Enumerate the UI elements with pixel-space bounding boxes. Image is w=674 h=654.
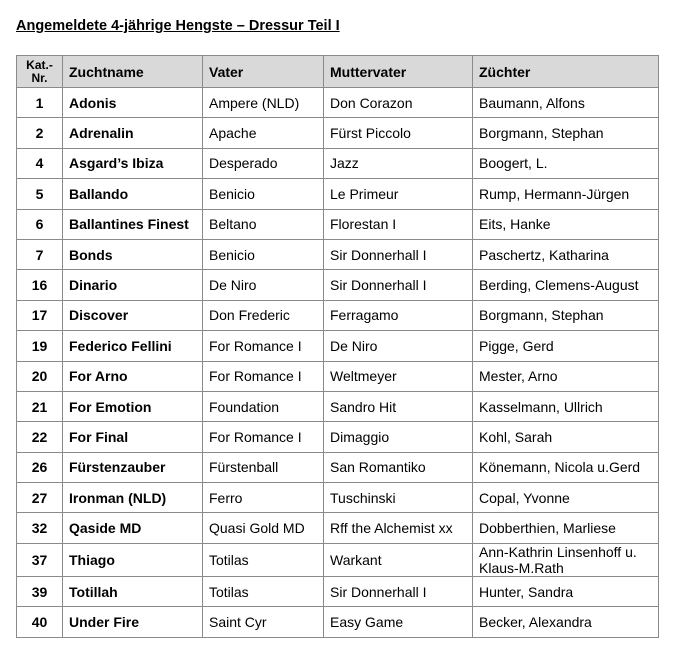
cell-zuechter: Borgmann, Stephan: [473, 300, 659, 330]
cell-zuchtname: For Emotion: [63, 391, 203, 421]
cell-muttervater: Fürst Piccolo: [324, 118, 473, 148]
cell-zuechter: Borgmann, Stephan: [473, 118, 659, 148]
cell-muttervater: San Romantiko: [324, 452, 473, 482]
cell-zuechter: Dobberthien, Marliese: [473, 513, 659, 543]
cell-zuchtname: For Arno: [63, 361, 203, 391]
cell-zuechter: Pigge, Gerd: [473, 331, 659, 361]
cell-zuchtname: Ironman (NLD): [63, 483, 203, 513]
cell-vater: Apache: [203, 118, 324, 148]
cell-kat-nr: 20: [17, 361, 63, 391]
table-row: [17, 513, 659, 543]
cell-zuchtname: Qaside MD: [63, 513, 203, 543]
cell-kat-nr: 4: [17, 148, 63, 178]
cell-vater: Foundation: [203, 391, 324, 421]
cell-muttervater: Sir Donnerhall I: [324, 270, 473, 300]
table-row: [17, 576, 659, 606]
cell-muttervater: Rff the Alchemist xx: [324, 513, 473, 543]
table-row: [17, 422, 659, 452]
cell-zuchtname: Asgard’s Ibiza: [63, 148, 203, 178]
cell-zuchtname: Discover: [63, 300, 203, 330]
cell-zuechter: Hunter, Sandra: [473, 576, 659, 606]
header-zuechter: Züchter: [473, 56, 659, 88]
cell-zuechter: Baumann, Alfons: [473, 88, 659, 118]
cell-zuechter: Copal, Yvonne: [473, 483, 659, 513]
cell-kat-nr: 5: [17, 179, 63, 209]
cell-zuchtname: Under Fire: [63, 607, 203, 637]
table-row: [17, 607, 659, 637]
cell-zuechter: Berding, Clemens-August: [473, 270, 659, 300]
stallion-entries-table: [16, 55, 659, 638]
cell-kat-nr: 1: [17, 88, 63, 118]
cell-muttervater: Tuschinski: [324, 483, 473, 513]
cell-zuechter: Mester, Arno: [473, 361, 659, 391]
cell-muttervater: De Niro: [324, 331, 473, 361]
cell-vater: Ferro: [203, 483, 324, 513]
cell-kat-nr: 39: [17, 576, 63, 606]
cell-vater: Totilas: [203, 576, 324, 606]
cell-vater: Quasi Gold MD: [203, 513, 324, 543]
cell-muttervater: Weltmeyer: [324, 361, 473, 391]
cell-muttervater: Dimaggio: [324, 422, 473, 452]
cell-kat-nr: 6: [17, 209, 63, 239]
cell-kat-nr: 26: [17, 452, 63, 482]
cell-zuchtname: Adrenalin: [63, 118, 203, 148]
cell-vater: Totilas: [203, 543, 324, 576]
cell-zuchtname: Dinario: [63, 270, 203, 300]
cell-vater: Saint Cyr: [203, 607, 324, 637]
cell-kat-nr: 16: [17, 270, 63, 300]
table-row: [17, 148, 659, 178]
cell-kat-nr: 27: [17, 483, 63, 513]
cell-muttervater: Ferragamo: [324, 300, 473, 330]
cell-zuchtname: Ballando: [63, 179, 203, 209]
table-row: [17, 391, 659, 421]
cell-muttervater: Sir Donnerhall I: [324, 239, 473, 269]
cell-vater: Ampere (NLD): [203, 88, 324, 118]
cell-zuchtname: Bonds: [63, 239, 203, 269]
table-row: [17, 239, 659, 269]
cell-zuchtname: Ballantines Finest: [63, 209, 203, 239]
cell-muttervater: Easy Game: [324, 607, 473, 637]
cell-vater: For Romance I: [203, 422, 324, 452]
table-row: [17, 179, 659, 209]
header-kat-nr: Kat.-Nr.: [17, 56, 63, 88]
cell-kat-nr: 22: [17, 422, 63, 452]
table-row: [17, 118, 659, 148]
cell-kat-nr: 40: [17, 607, 63, 637]
cell-vater: Fürstenball: [203, 452, 324, 482]
cell-muttervater: Sir Donnerhall I: [324, 576, 473, 606]
document-title: Angemeldete 4-jährige Hengste – Dressur Teil I: [16, 18, 340, 34]
cell-kat-nr: 19: [17, 331, 63, 361]
cell-vater: For Romance I: [203, 361, 324, 391]
cell-zuechter: Eits, Hanke: [473, 209, 659, 239]
header-muttervater: Muttervater: [324, 56, 473, 88]
cell-kat-nr: 32: [17, 513, 63, 543]
table-row: [17, 209, 659, 239]
table-row: [17, 270, 659, 300]
table-row: [17, 483, 659, 513]
cell-zuchtname: Adonis: [63, 88, 203, 118]
cell-kat-nr: 17: [17, 300, 63, 330]
cell-vater: Benicio: [203, 239, 324, 269]
cell-zuchtname: For Final: [63, 422, 203, 452]
cell-zuechter: Kasselmann, Ullrich: [473, 391, 659, 421]
cell-kat-nr: 37: [17, 543, 63, 576]
cell-zuechter: Boogert, L.: [473, 148, 659, 178]
cell-muttervater: Sandro Hit: [324, 391, 473, 421]
cell-vater: De Niro: [203, 270, 324, 300]
cell-muttervater: Don Corazon: [324, 88, 473, 118]
table-row: [17, 300, 659, 330]
table-row: [17, 88, 659, 118]
cell-zuechter: Könemann, Nicola u.Gerd: [473, 452, 659, 482]
cell-vater: Beltano: [203, 209, 324, 239]
cell-vater: Don Frederic: [203, 300, 324, 330]
cell-muttervater: Florestan I: [324, 209, 473, 239]
cell-zuchtname: Federico Fellini: [63, 331, 203, 361]
cell-zuchtname: Totillah: [63, 576, 203, 606]
cell-zuchtname: Thiago: [63, 543, 203, 576]
cell-muttervater: Warkant: [324, 543, 473, 576]
cell-zuechter: Rump, Hermann-Jürgen: [473, 179, 659, 209]
cell-muttervater: Le Primeur: [324, 179, 473, 209]
table-row: [17, 452, 659, 482]
cell-kat-nr: 21: [17, 391, 63, 421]
cell-kat-nr: 2: [17, 118, 63, 148]
header-zuchtname: Zuchtname: [63, 56, 203, 88]
table-row: [17, 361, 659, 391]
cell-muttervater: Jazz: [324, 148, 473, 178]
cell-vater: Benicio: [203, 179, 324, 209]
cell-zuechter: Ann-Kathrin Linsenhoff u. Klaus-M.Rath: [473, 543, 659, 576]
table-row: [17, 543, 659, 576]
cell-zuechter: Becker, Alexandra: [473, 607, 659, 637]
table-header-row: [17, 56, 659, 88]
cell-zuechter: Kohl, Sarah: [473, 422, 659, 452]
cell-vater: Desperado: [203, 148, 324, 178]
header-vater: Vater: [203, 56, 324, 88]
table-row: [17, 331, 659, 361]
cell-vater: For Romance I: [203, 331, 324, 361]
cell-zuechter: Paschertz, Katharina: [473, 239, 659, 269]
cell-kat-nr: 7: [17, 239, 63, 269]
cell-zuchtname: Fürstenzauber: [63, 452, 203, 482]
